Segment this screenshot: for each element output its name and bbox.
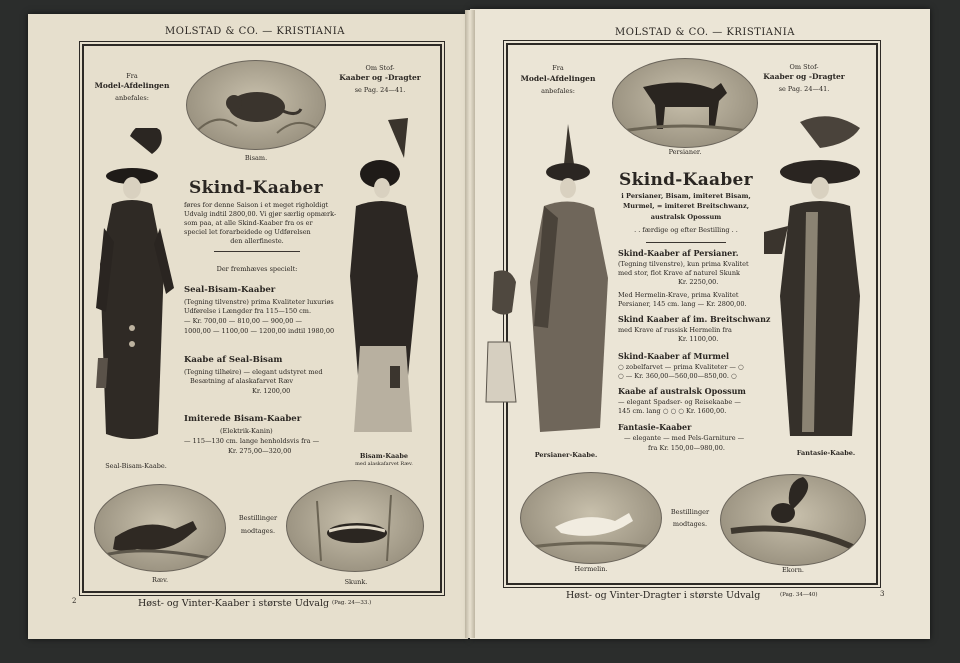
- item-imiterede-line1: (Elektrik-Kanin): [220, 427, 273, 435]
- right-footer: Høst- og Vinter-Dragter i største Udvalg: [566, 590, 761, 601]
- item-fantasie-title: Fantasie-Kaaber: [618, 422, 692, 432]
- left-footer-ref: (Pag. 24—33.): [332, 600, 372, 606]
- right-figure-subcaption: med alaskafarvet Ræv.: [355, 461, 413, 467]
- hermelin-image: [520, 472, 662, 564]
- item-persianer-line1: (Tegning tilvenstre), kun prima Kvalitet: [618, 260, 749, 268]
- left-stof-note-1: Om Stof-: [365, 64, 395, 72]
- hermelin-caption: Hermelin.: [574, 565, 608, 573]
- right-orders-2: modtages.: [672, 520, 708, 528]
- item-murmel-line2: ○ — Kr. 360,00—560,00—850,00. ○: [618, 372, 737, 380]
- left-model-intro-2: Model-Afdelingen: [94, 81, 170, 90]
- fox-animal-icon: [95, 485, 225, 571]
- ekorn-caption: Ekorn.: [782, 566, 804, 574]
- item-breitschwanz-line2: Kr. 1100,00.: [678, 335, 719, 343]
- item-persianer-line5: Persianer, 145 cm. lang — Kr. 2800,00.: [618, 300, 747, 308]
- fox-image: [94, 484, 226, 572]
- item-seal-bisam-line2: Udførelse i Længder fra 115—150 cm.: [184, 307, 312, 315]
- item-breitschwanz-title: Skind Kaaber af im. Breitschwanz: [618, 314, 771, 324]
- right-stof-note-3: se Pag. 24—41.: [778, 85, 830, 93]
- right-orders-1: Bestillinger: [670, 508, 710, 516]
- item-imiterede-line2: — 115—130 cm. lange henholdsvis fra —: [184, 437, 320, 445]
- hermelin-animal-icon: [521, 473, 661, 563]
- left-orders-2: modtages.: [240, 527, 276, 535]
- skunk-animal-icon: [287, 481, 423, 571]
- item-kaabe-seal-line3: Kr. 1200,00: [252, 387, 291, 395]
- persianer-image: [612, 58, 758, 148]
- item-opossum-line2: 145 cm. lang ○ ○ ○ Kr. 1600,00.: [618, 407, 727, 415]
- item-opossum-title: Kaabe af australsk Opossum: [618, 386, 746, 396]
- right-model-intro-2: Model-Afdelingen: [520, 74, 596, 83]
- item-seal-bisam-line3: — Kr. 700,00 — 810,00 — 900,00 —: [184, 317, 303, 325]
- left-model-intro-3: anbefales:: [115, 94, 149, 102]
- left-header: MOLSTAD & CO. — KRISTIANIA: [165, 26, 345, 37]
- left-title: Skind-Kaaber: [189, 178, 323, 198]
- item-seal-bisam-line4: 1000,00 — 1100,00 — 1200,00 indtil 1980,00: [184, 327, 335, 335]
- ekorn-animal-icon: [721, 475, 865, 565]
- right-subtitle-2: Murmel, = imiteret Breitschwanz,: [623, 202, 749, 210]
- left-intro-3: som paa, at alle Skind-Kaaber fra os er: [184, 219, 313, 227]
- left-stof-note-3: se Pag. 24—41.: [354, 86, 406, 94]
- right-subtitle-4: . . færdige og efter Bestilling . .: [634, 226, 738, 234]
- left-figure-caption: Seal-Bisam-Kaabe.: [105, 462, 167, 470]
- left-page-number: 2: [72, 597, 77, 605]
- item-imiterede-line3: Kr. 275,00—320,00: [228, 447, 292, 455]
- bisam-caption: Bisam.: [244, 154, 268, 162]
- right-model-intro-3: anbefales:: [541, 87, 575, 95]
- item-persianer-line4: Med Hermelin-Krave, prima Kvalitet: [618, 291, 739, 299]
- left-intro-2: Udvalg indtil 2800,00. Vi gjør særlig opmærk-: [184, 210, 337, 218]
- item-fantasie-line2: fra Kr. 150,00—980,00.: [648, 444, 725, 452]
- item-persianer-line2: med stor, flot Krave af naturel Skunk: [618, 269, 740, 277]
- item-persianer-title: Skind-Kaaber af Persianer.: [618, 248, 739, 258]
- item-kaabe-seal-title: Kaabe af Seal-Bisam: [184, 355, 283, 365]
- left-orders-1: Bestillinger: [238, 514, 278, 522]
- item-breitschwanz-line1: med Krave af russisk Hermelin fra: [618, 326, 732, 334]
- right-page-number: 3: [880, 590, 885, 598]
- right-subtitle-3: australsk Opossum: [650, 213, 722, 221]
- persianer-animal-icon: [613, 59, 757, 147]
- book-spine: [465, 10, 475, 638]
- left-divider: [214, 251, 300, 252]
- ekorn-image: [720, 474, 866, 566]
- item-murmel-line1: ○ zobelfarvet — prima Kvaliteter — ○: [618, 363, 744, 371]
- left-intro-1: føres for denne Saison i et meget righoldigt: [184, 201, 329, 209]
- special-heading: Der fremhæves specielt:: [216, 265, 298, 273]
- left-intro-5: den allerfineste.: [230, 237, 284, 245]
- item-kaabe-seal-line1: (Tegning tilhøire) — elegant udstyret med: [184, 368, 323, 376]
- item-persianer-line3: Kr. 2250,00.: [678, 278, 719, 286]
- bisam-animal-icon: [187, 61, 325, 149]
- seal-bisam-coat-illustration: [90, 128, 182, 458]
- right-subtitle-1: i Persianer, Bisam, imiteret Bisam,: [621, 192, 751, 200]
- right-title: Skind-Kaaber: [619, 170, 753, 190]
- persianer-coat-illustration: [484, 122, 614, 448]
- item-seal-bisam-title: Seal-Bisam-Kaaber: [184, 285, 276, 295]
- left-stof-note-2: Kaaber og -Dragter: [339, 73, 421, 82]
- right-footer-ref: (Pag. 34—40): [780, 592, 818, 598]
- bisam-coat-fox-illustration: [338, 116, 430, 446]
- right-figure-caption: Bisam-Kaabe: [359, 452, 409, 460]
- skunk-image: [286, 480, 424, 572]
- item-seal-bisam-line1: (Tegning tilvenstre) prima Kvaliteter luxuriøs: [184, 298, 334, 306]
- bisam-image: [186, 60, 326, 150]
- right-header: MOLSTAD & CO. — KRISTIANIA: [615, 27, 795, 38]
- right-stof-note-2: Kaaber og -Dragter: [763, 72, 845, 81]
- right-stof-note-1: Om Stof-: [789, 63, 819, 71]
- persianer-figure-caption: Persianer-Kaabe.: [534, 451, 598, 459]
- right-divider: [646, 242, 726, 243]
- fantasie-coat-illustration: [760, 112, 870, 446]
- item-imiterede-title: Imiterede Bisam-Kaaber: [184, 414, 302, 424]
- item-opossum-line1: — elegant Spadser- og Reisekaabe —: [618, 398, 741, 406]
- item-fantasie-line1: — elegante — med Pels-Garniture —: [624, 434, 745, 442]
- fox-caption: Ræv.: [151, 576, 169, 584]
- skunk-caption: Skunk.: [344, 578, 368, 586]
- left-model-intro-1: Fra: [126, 72, 138, 80]
- right-model-intro-1: Fra: [552, 64, 564, 72]
- persianer-caption: Persianer.: [668, 148, 702, 156]
- fantasie-figure-caption: Fantasie-Kaabe.: [796, 449, 856, 457]
- left-intro-4: speciel let forarbeidede og Udførelsen: [184, 228, 311, 236]
- left-footer: Høst- og Vinter-Kaaber i største Udvalg: [138, 598, 330, 609]
- item-murmel-title: Skind-Kaaber af Murmel: [618, 351, 729, 361]
- item-kaabe-seal-line2: Besætning af alaskafarvet Ræv: [190, 377, 294, 385]
